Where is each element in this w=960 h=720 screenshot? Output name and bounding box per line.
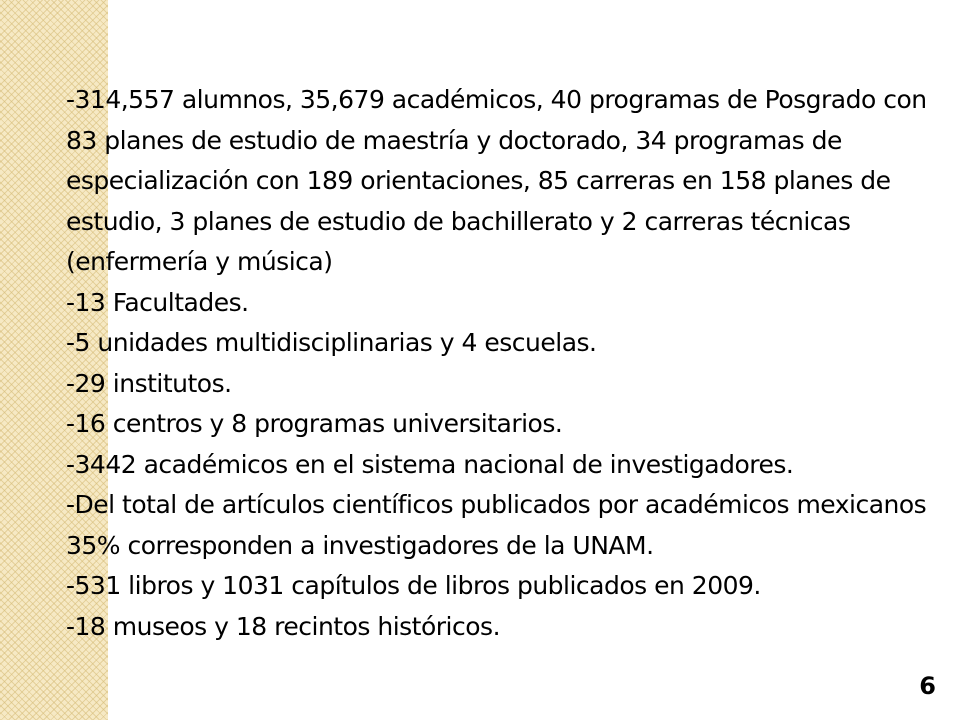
- paragraph-unidades: -5 unidades multidisciplinarias y 4 escuelas.: [66, 328, 597, 357]
- paragraph-institutos: -29 institutos.: [66, 368, 232, 398]
- paragraph-facultades: -13 Facultades.: [66, 287, 249, 317]
- paragraph-libros: -531 libros y 1031 capítulos de libros publicados en 2009.: [66, 571, 761, 600]
- slide-body: [66, 80, 946, 647]
- paragraph-museos: -18 museos y 18 recintos históricos.: [66, 611, 501, 641]
- paragraph-articulos: -Del total de artículos científicos publicados por académicos mexicanos 35% corresponden a investigadores de la UNAM.: [66, 490, 927, 560]
- paragraph-sni: -3442 académicos en el sistema nacional de investigadores.: [66, 449, 794, 479]
- paragraph-statistics-summary: -314,557 alumnos, 35,679 académicos, 40 programas de Posgrado con 83 planes de estudio de maestría y doctorado, 34 programas de especialización con 189 orientaciones, 85 carreras en 158 planes de estudio, 3 planes de estudio de bachillerato y 2 carreras técnicas (enfermería y música): [66, 85, 927, 276]
- paragraph-centros: -16 centros y 8 programas universitarios.: [66, 409, 563, 438]
- page-number: 6: [919, 672, 936, 700]
